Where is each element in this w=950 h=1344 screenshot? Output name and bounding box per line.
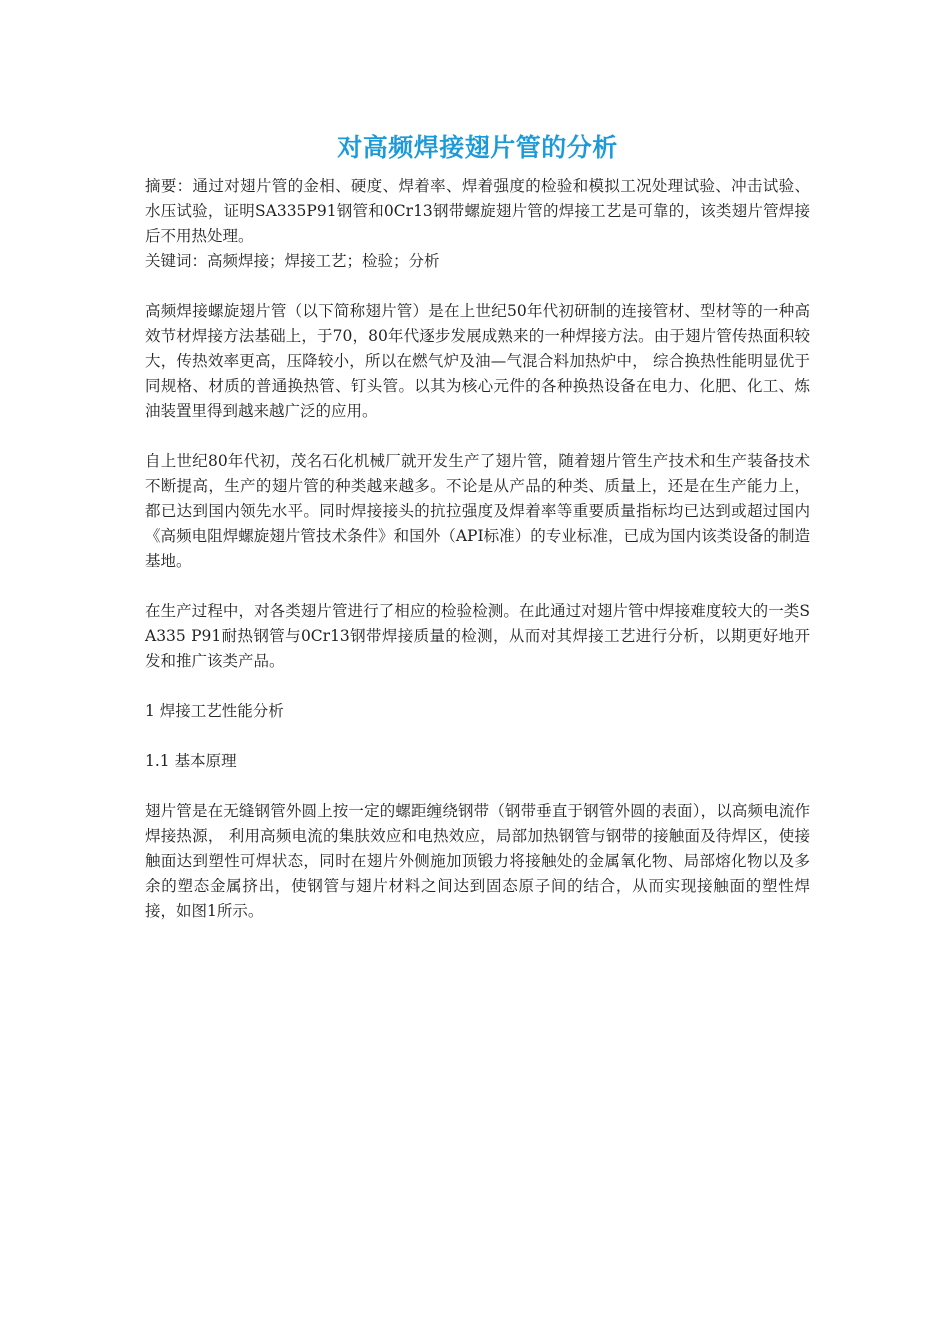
spacer <box>145 774 810 799</box>
keywords-line: 关键词：高频焊接；焊接工艺；检验；分析 <box>145 252 440 270</box>
section-heading-1-1: 1.1 基本原理 <box>145 752 237 770</box>
spacer <box>145 674 810 699</box>
intro-paragraph-2: 自上世纪80年代初，茂名石化机械厂就开发生产了翅片管，随着翅片管生产技术和生产装备技术不断提高，生产的翅片管的种类越来越多。不论是从产品的种类、质量上，还是在生产能力上，都已达到国内领先水平。同时焊接接头的抗拉强度及焊着率等重要质量指标均已达到或超过国内《高频电阻焊螺旋翅片管技术条件》和国外（API标准）的专业标准，已成为国内该类设备的制造基地。 <box>145 452 810 570</box>
document-title: 对高频焊接翅片管的分析 <box>337 133 618 162</box>
section-heading-1: 1 焊接工艺性能分析 <box>145 702 284 720</box>
document-body <box>145 128 810 924</box>
spacer <box>145 724 810 749</box>
intro-paragraph-3: 在生产过程中，对各类翅片管进行了相应的检验检测。在此通过对翅片管中焊接难度较大的一类SA335 P91耐热钢管与0Cr13钢带焊接质量的检测，从而对其焊接工艺进行分析，以期更好地开发和推广该类产品。 <box>145 602 810 670</box>
principle-paragraph: 翅片管是在无缝钢管外圆上按一定的螺距缠绕钢带（钢带垂直于钢管外圆的表面），以高频电流作焊接热源， 利用高频电流的集肤效应和电热效应，局部加热钢管与钢带的接触面及待焊区，使接触面达到塑性可焊状态，同时在翅片外侧施加顶锻力将接触处的金属氧化物、局部熔化物以及多余的塑态金属挤出，使钢管与翅片材料之间达到固态原子间的结合，从而实现接触面的塑性焊接，如图1所示。 <box>145 802 810 920</box>
spacer <box>145 274 810 299</box>
intro-paragraph-1: 高频焊接螺旋翅片管（以下简称翅片管）是在上世纪50年代初研制的连接管材、型材等的一种高效节材焊接方法基础上，于70，80年代逐步发展成熟来的一种焊接方法。由于翅片管传热面积较大，传热效率更高，压降较小，所以在燃气炉及油—气混合料加热炉中， 综合换热性能明显优于同规格、材质的普通换热管、钉头管。以其为核心元件的各种换热设备在电力、化肥、化工、炼油装置里得到越来越广泛的应用。 <box>145 302 810 420</box>
spacer <box>145 574 810 599</box>
abstract-paragraph: 摘要：通过对翅片管的金相、硬度、焊着率、焊着强度的检验和模拟工况处理试验、冲击试验、水压试验，证明SA335P91钢管和0Cr13钢带螺旋翅片管的焊接工艺是可靠的，该类翅片管焊接后不用热处理。 <box>145 177 810 245</box>
spacer <box>145 424 810 449</box>
